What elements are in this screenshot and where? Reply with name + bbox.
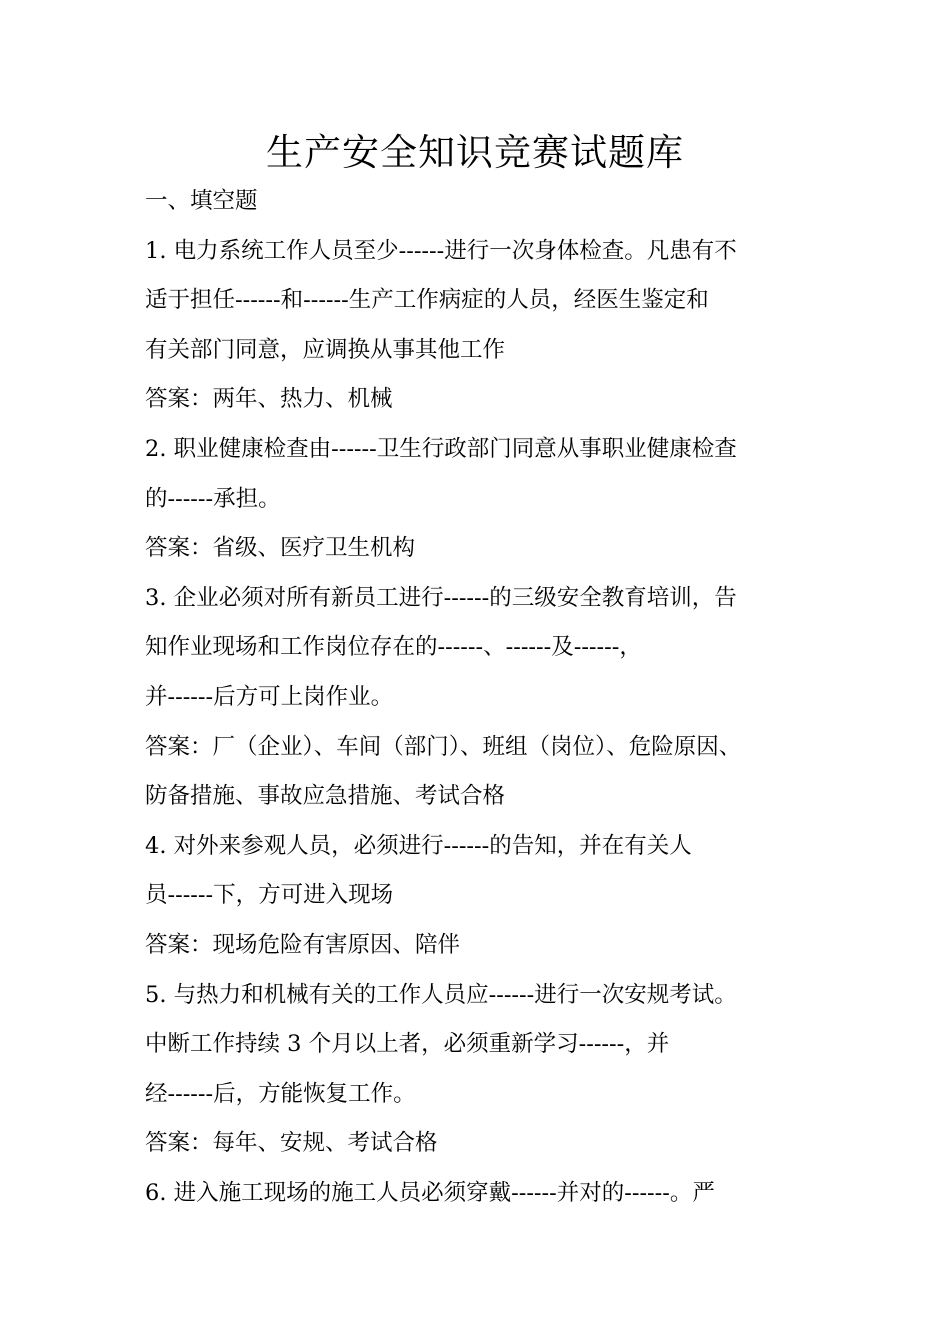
question-2-line-2: 的------承担。 bbox=[145, 485, 281, 512]
question-5-line-1: 5. 与热力和机械有关的工作人员应------进行一次安规考试。 bbox=[145, 981, 737, 1008]
document-title: 生产安全知识竞赛试题库 bbox=[266, 131, 684, 174]
answer-5: 答案：每年、安规、考试合格 bbox=[145, 1130, 438, 1157]
section-heading: 一、填空题 bbox=[145, 188, 258, 214]
answer-3-line-2: 防备措施、事故应急措施、考试合格 bbox=[145, 783, 506, 810]
question-1-line-1: 1. 电力系统工作人员至少------进行一次身体检查。凡患有不 bbox=[145, 237, 737, 264]
answer-2: 答案：省级、医疗卫生机构 bbox=[145, 535, 416, 562]
question-4-line-2: 员------下，方可进入现场 bbox=[145, 882, 394, 909]
question-3-line-2: 知作业现场和工作岗位存在的------、------及------， bbox=[145, 634, 642, 661]
answer-4: 答案：现场危险有害原因、陪伴 bbox=[145, 931, 461, 958]
question-4-line-1: 4. 对外来参观人员，必须进行------的告知，并在有关人 bbox=[145, 832, 692, 859]
answer-1: 答案：两年、热力、机械 bbox=[145, 386, 393, 413]
question-3-line-3: 并------后方可上岗作业。 bbox=[145, 683, 394, 710]
question-6-line-1: 6. 进入施工现场的施工人员必须穿戴------并对的------。严 bbox=[145, 1179, 715, 1206]
answer-3-line-1: 答案：厂（企业）、车间（部门）、班组（岗位）、危险原因、 bbox=[145, 733, 742, 760]
document-body bbox=[145, 177, 810, 1218]
question-1-line-3: 有关部门同意，应调换从事其他工作 bbox=[145, 336, 506, 363]
question-3-line-1: 3. 企业必须对所有新员工进行------的三级安全教育培训，告 bbox=[145, 584, 737, 611]
question-1-line-2: 适于担任------和------生产工作病症的人员，经医生鉴定和 bbox=[145, 287, 709, 314]
question-2-line-1: 2. 职业健康检查由------卫生行政部门同意从事职业健康检查 bbox=[145, 435, 737, 462]
question-5-line-2: 中断工作持续 3 个月以上者，必须重新学习------，并 bbox=[145, 1031, 670, 1058]
question-5-line-3: 经------后，方能恢复工作。 bbox=[145, 1080, 416, 1107]
